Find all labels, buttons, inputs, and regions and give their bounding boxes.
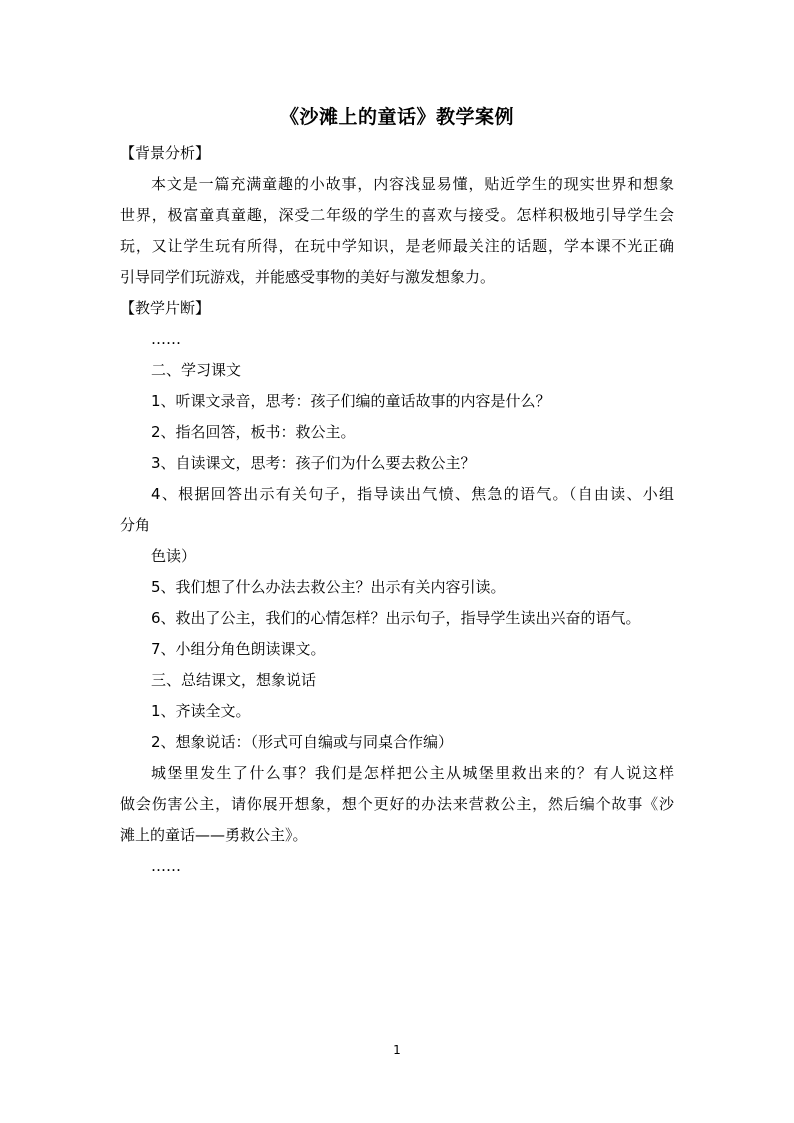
list-item: 7、小组分角色朗读课文。 — [151, 640, 326, 658]
paragraph-line: 玩，又让学生玩有所得，在玩中学知识，是老师最关注的话题，学本课不光正确 — [120, 237, 674, 255]
page-title: 《沙滩上的童话》教学案例 — [279, 106, 514, 128]
paragraph-line: 世界，极富童真童趣，深受二年级的学生的喜欢与接受。怎样积极地引导学生会 — [120, 206, 674, 224]
list-item: 2、指名回答，板书：救公主。 — [151, 423, 356, 441]
list-item: 2、想象说话：（形式可自编或与同桌合作编） — [151, 733, 454, 751]
ellipsis: …… — [151, 330, 181, 348]
subheading-part-three: 三、总结课文，想象说话 — [151, 671, 317, 689]
list-item-continuation: 色读） — [151, 547, 197, 565]
paragraph-line: 城堡里发生了什么事？我们是怎样把公主从城堡里救出来的？有人说这样 — [151, 764, 674, 782]
list-item-wrap: 分角 — [120, 516, 151, 534]
paragraph-line: 做会伤害公主，请你展开想象，想个更好的办法来营救公主，然后编个故事《沙 — [120, 795, 674, 813]
subheading-part-two: 二、学习课文 — [151, 361, 242, 379]
paragraph-line: 本文是一篇充满童趣的小故事，内容浅显易懂，贴近学生的现实世界和想象 — [151, 175, 674, 193]
list-item: 3、自读课文，思考：孩子们为什么要去救公主？ — [151, 454, 476, 472]
section-heading-background: 【背景分析】 — [120, 144, 211, 162]
list-item: 5、我们想了什么办法去救公主？出示有关内容引读。 — [151, 578, 506, 596]
list-item: 1、听课文录音，思考：孩子们编的童话故事的内容是什么？ — [151, 392, 551, 410]
paragraph-line: 引导同学们玩游戏，并能感受事物的美好与激发想象力。 — [120, 268, 496, 286]
ellipsis: …… — [151, 857, 181, 875]
list-item: 1、齐读全文。 — [151, 702, 251, 720]
section-heading-teaching: 【教学片断】 — [120, 299, 211, 317]
list-item: 6、救出了公主，我们的心情怎样？出示句子，指导学生读出兴奋的语气。 — [151, 609, 641, 627]
paragraph-line: 滩上的童话——勇救公主》。 — [120, 826, 308, 844]
page-number: 1 — [393, 1043, 401, 1057]
list-item: 4、根据回答出示有关句子，指导读出气愤、焦急的语气。（自由读、小组 — [151, 485, 674, 503]
